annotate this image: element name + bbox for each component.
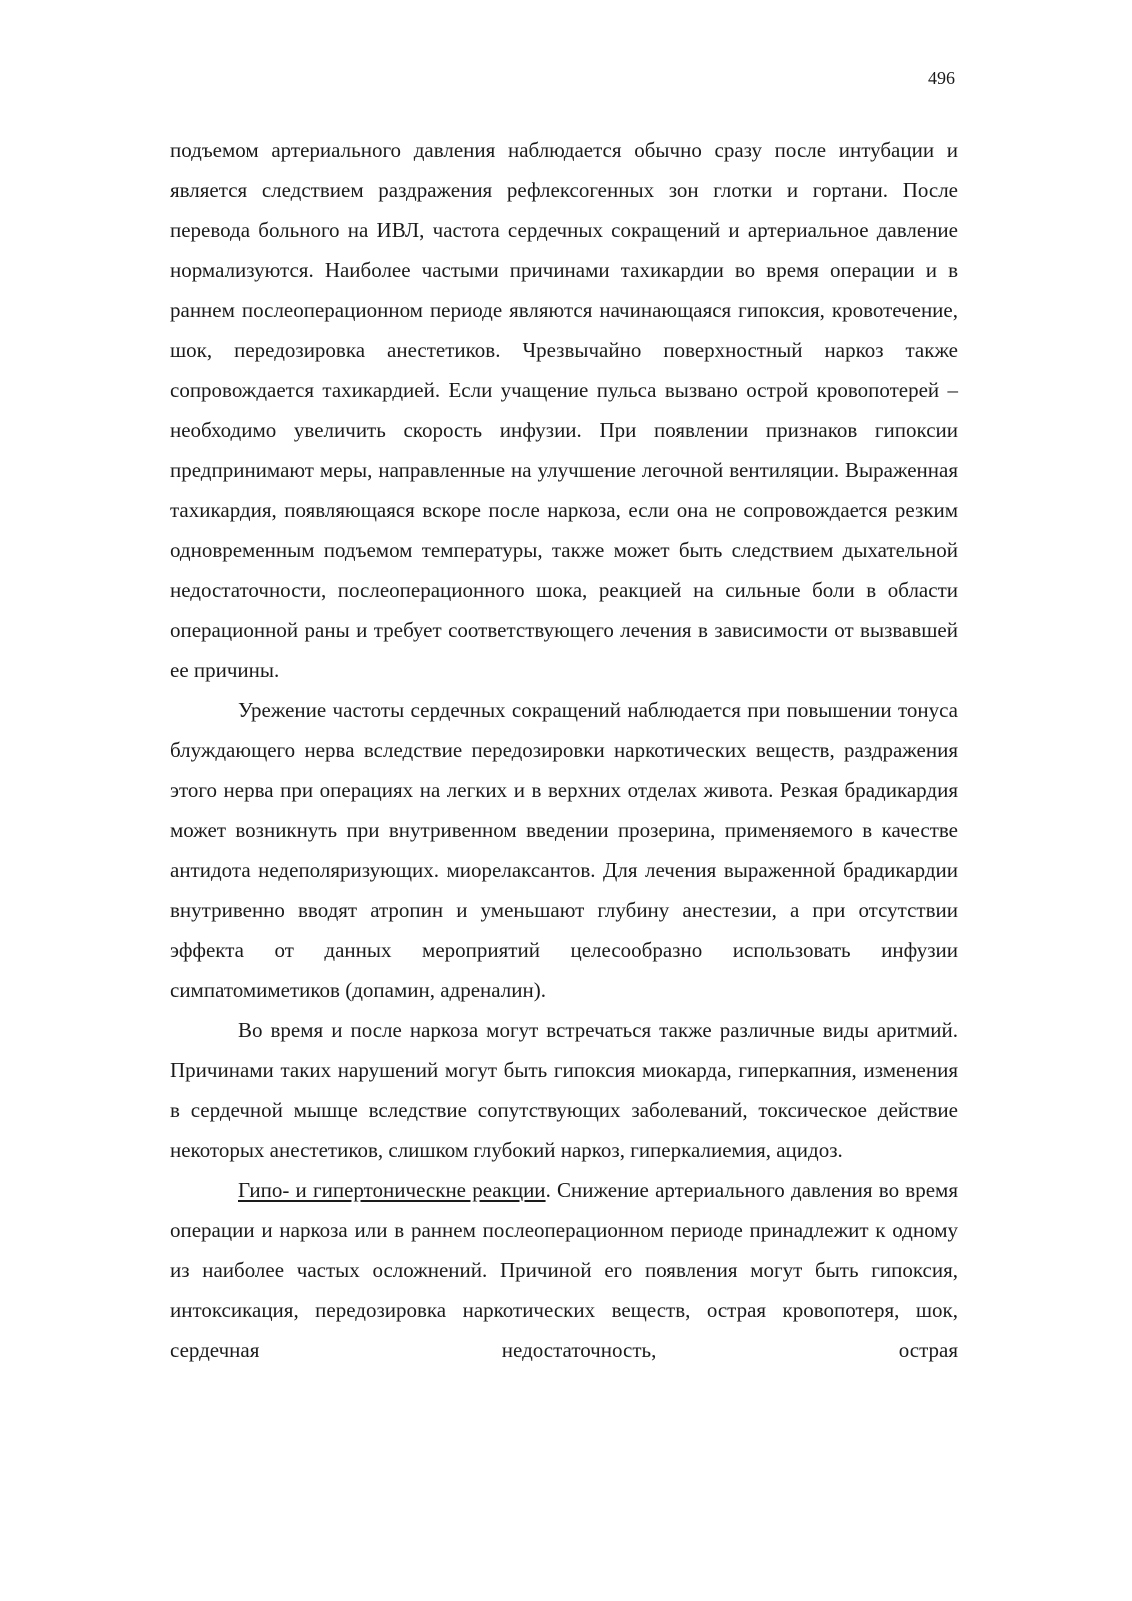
page-number: 496 xyxy=(928,68,955,88)
section-heading-hypo-hypertension: Гипо- и гипертоническне реакции xyxy=(238,1178,546,1202)
paragraph-bradycardia: Урежение частоты сердечных сокращений наблюдается при повышении тонуса блуждающего нерва вследствие передозировки наркотических веществ, раздражения этого нерва при операциях на легких и в верхних отделах живота. Резкая брадикардия может возникнуть при внутривенном введении прозерина, применяемого в качестве антидота недеполяризующих. миорелаксантов. Для лечения выраженной брадикардии внутривенно вводят атропин и уменьшают глубину анестезии, а при отсутствии эффекта от данных мероприятий целесообразно использовать инфузии симпатомиметиков (допамин, адреналин). xyxy=(170,698,958,1002)
paragraph-tachycardia: подъемом артериального давления наблюдается обычно сразу после интубации и является следствием раздражения рефлексогенных зон глотки и гортани. После перевода больного на ИВЛ, частота сердечных сокращений и артериальное давление нормализуются. Наиболее частыми причинами тахикардии во время операции и в раннем послеоперационном периоде являются начинающаяся гипоксия, кровотечение, шок, передозировка анестетиков. Чрезвычайно поверхностный наркоз также сопровождается тахикардией. Если учащение пульса вызвано острой кровопотерей – необходимо увеличить скорость инфузии. При появлении признаков гипоксии предпринимают меры, направленные на улучшение легочной вентиляции. Выраженная тахикардия, появляющаяся вскоре после наркоза, если она не сопровождается резким одновременным подъемом температуры, также может быть следствием дыхательной недостаточности, послеоперационного шока, реакцией на сильные боли в области операционной раны и требует соответствующего лечения в зависимости от вызвавшей ее причины. xyxy=(170,138,958,682)
document-body xyxy=(170,130,958,1370)
paragraph-hypotension-text: . Снижение артериального давления во время операции и наркоза или в раннем послеоперационном периоде принадлежит к одному из наиболее частых осложнений. Причиной его появления могут быть гипоксия, интоксикация, передозировка наркотических веществ, острая кровопотеря, шок, сердечная недостаточность, острая xyxy=(170,1178,958,1362)
paragraph-arrhythmias: Во время и после наркоза могут встречаться также различные виды аритмий. Причинами таких нарушений могут быть гипоксия миокарда, гиперкапния, изменения в сердечной мышце вследствие сопутствующих заболеваний, токсическое действие некоторых анестетиков, слишком глубокий наркоз, гиперкалиемия, ацидоз. xyxy=(170,1018,958,1162)
paragraph-hypotension xyxy=(170,1170,958,1370)
